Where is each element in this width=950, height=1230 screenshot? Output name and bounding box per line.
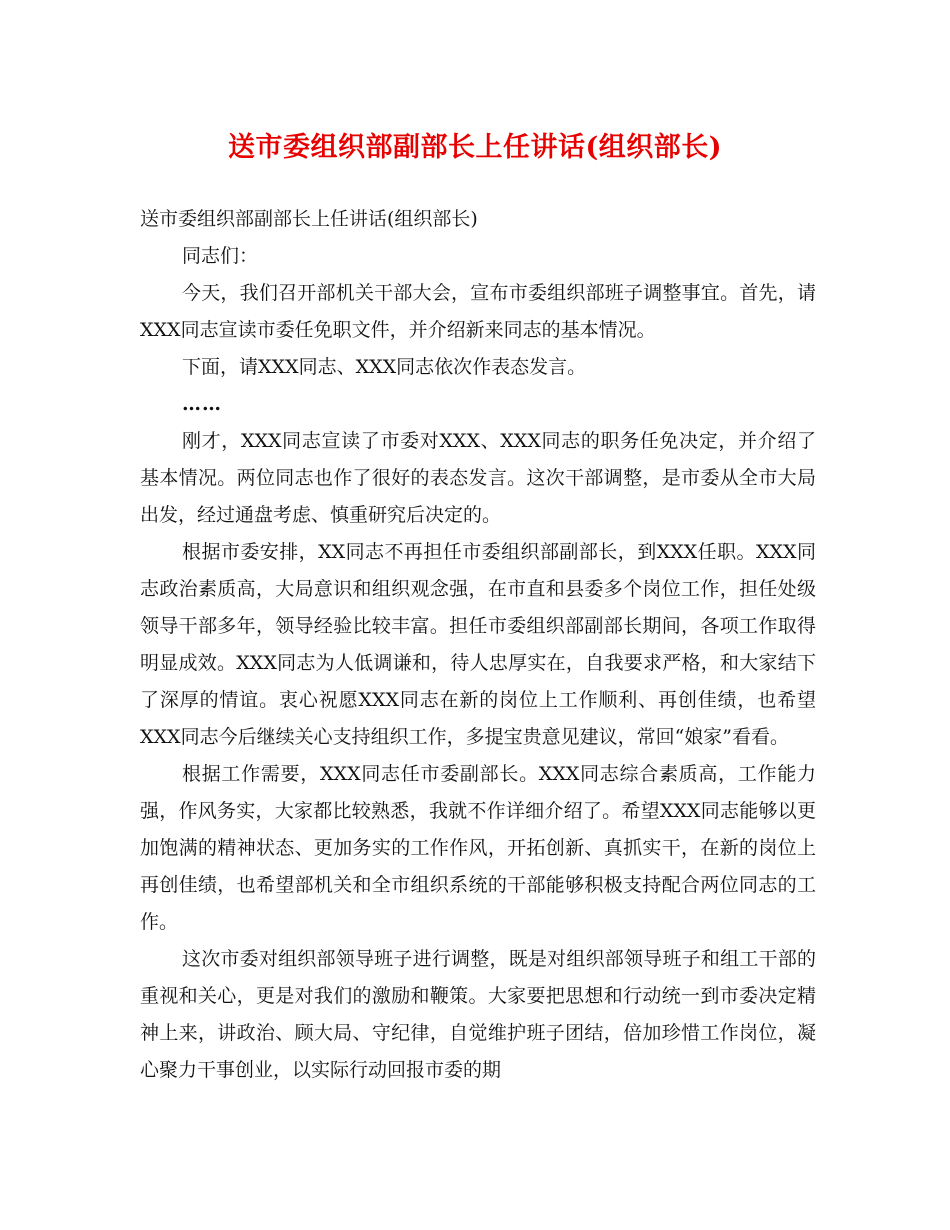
salutation-paragraph: 同志们： bbox=[182, 245, 259, 267]
ellipsis-paragraph: …… bbox=[182, 393, 222, 415]
body-paragraph: 下面，请XXX同志、XXX同志依次作表态发言。 bbox=[182, 356, 587, 378]
subtitle-paragraph: 送市委组织部副部长上任讲话(组织部长) bbox=[140, 208, 478, 230]
body-paragraph: 今天，我们召开部机关干部大会，宣布市委组织部班子调整事宜。首先，请XXX同志宣读市委任免职文件，并介绍新来同志的基本情况。 bbox=[140, 282, 816, 341]
body-paragraph: 这次市委对组织部领导班子进行调整，既是对组织部领导班子和组工干部的重视和关心，更是对我们的激励和鞭策。大家要把思想和行动统一到市委决定精神上来，讲政治、顾大局、守纪律，自觉维护班子团结，倍加珍惜工作岗位，凝心聚力干事创业，以实际行动回报市委的期 bbox=[140, 948, 816, 1081]
document-title: 送市委组织部副部长上任讲话(组织部长) bbox=[227, 132, 723, 163]
body-paragraph: 刚才，XXX同志宣读了市委对XXX、XXX同志的职务任免决定，并介绍了基本情况。两位同志也作了很好的表态发言。这次干部调整，是市委从全市大局出发，经过通盘考虑、慎重研究后决定的。 bbox=[140, 430, 816, 526]
body-paragraph: 根据工作需要，XXX同志任市委副部长。XXX同志综合素质高，工作能力强，作风务实，大家都比较熟悉，我就不作详细介绍了。希望XXX同志能够以更加饱满的精神状态、更加务实的工作作风，开拓创新、真抓实干，在新的岗位上再创佳绩，也希望部机关和全市组织系统的干部能够积极支持配合两位同志的工作。 bbox=[140, 763, 816, 933]
body-paragraph: 根据市委安排，XX同志不再担任市委组织部副部长，到XXX任职。XXX同志政治素质高，大局意识和组织观念强，在市直和县委多个岗位工作，担任处级领导干部多年，领导经验比较丰富。担任市委组织部副部长期间，各项工作取得明显成效。XXX同志为人低调谦和，待人忠厚实在，自我要求严格，和大家结下了深厚的情谊。衷心祝愿XXX同志在新的岗位上工作顺利、再创佳绩，也希望XXX同志今后继续关心支持组织工作，多提宝贵意见建议，常回“娘家”看看。 bbox=[140, 541, 816, 748]
document-body bbox=[140, 201, 816, 1089]
